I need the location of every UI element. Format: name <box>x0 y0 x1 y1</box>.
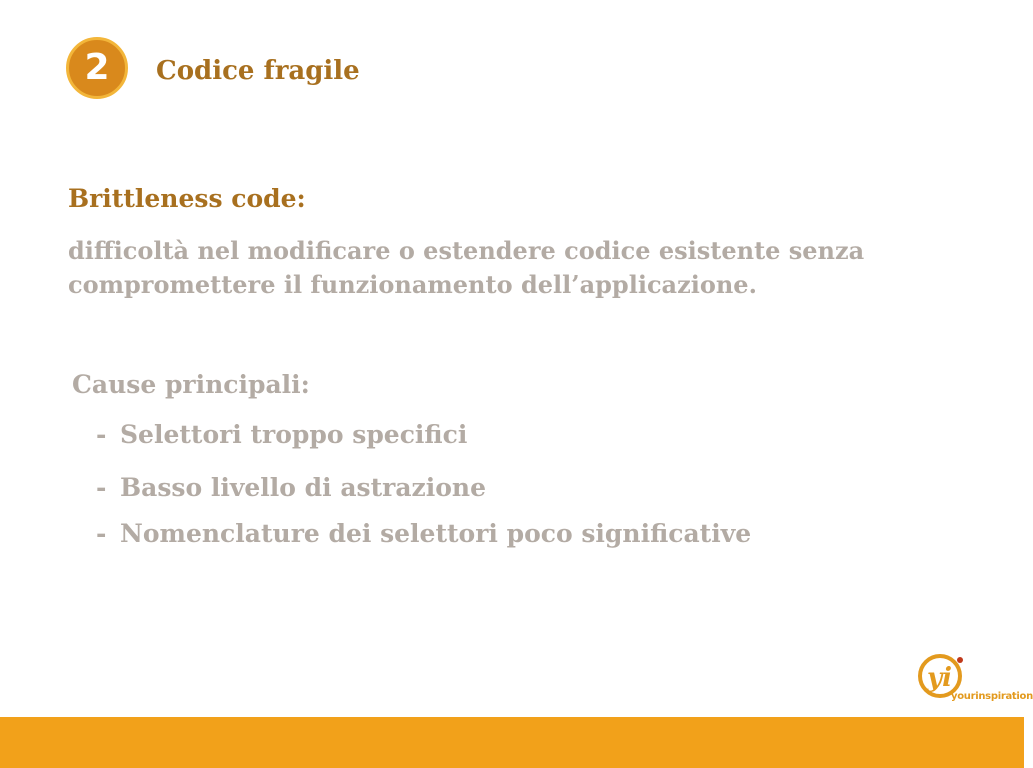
cause-list-item <box>96 420 467 449</box>
section-number: 2 <box>84 47 110 88</box>
svg-text:yi: yi <box>927 663 952 693</box>
section-number-badge <box>66 37 128 99</box>
cause-list-item <box>96 473 486 502</box>
bullet-dash: - <box>96 420 107 449</box>
causes-heading: Cause principali: <box>72 370 310 399</box>
slide-title: Codice fragile <box>156 56 360 86</box>
cause-item-label: Selettori troppo specifici <box>120 420 468 449</box>
bullet-dash: - <box>96 473 107 502</box>
cause-item-label: Basso livello di astrazione <box>120 473 486 502</box>
cause-list-item <box>96 519 751 548</box>
definition-text: difficoltà nel modificare o estendere codice esistente senza compromettere il funzionamento dell’applicazione. <box>68 236 865 299</box>
definition-term: Brittleness code: <box>68 184 306 213</box>
footer-bar <box>0 717 1024 768</box>
bullet-dash: - <box>96 519 107 548</box>
logo-tagline: yourinspiration <box>951 691 1033 702</box>
cause-item-label: Nomenclature dei selettori poco significative <box>120 519 752 548</box>
